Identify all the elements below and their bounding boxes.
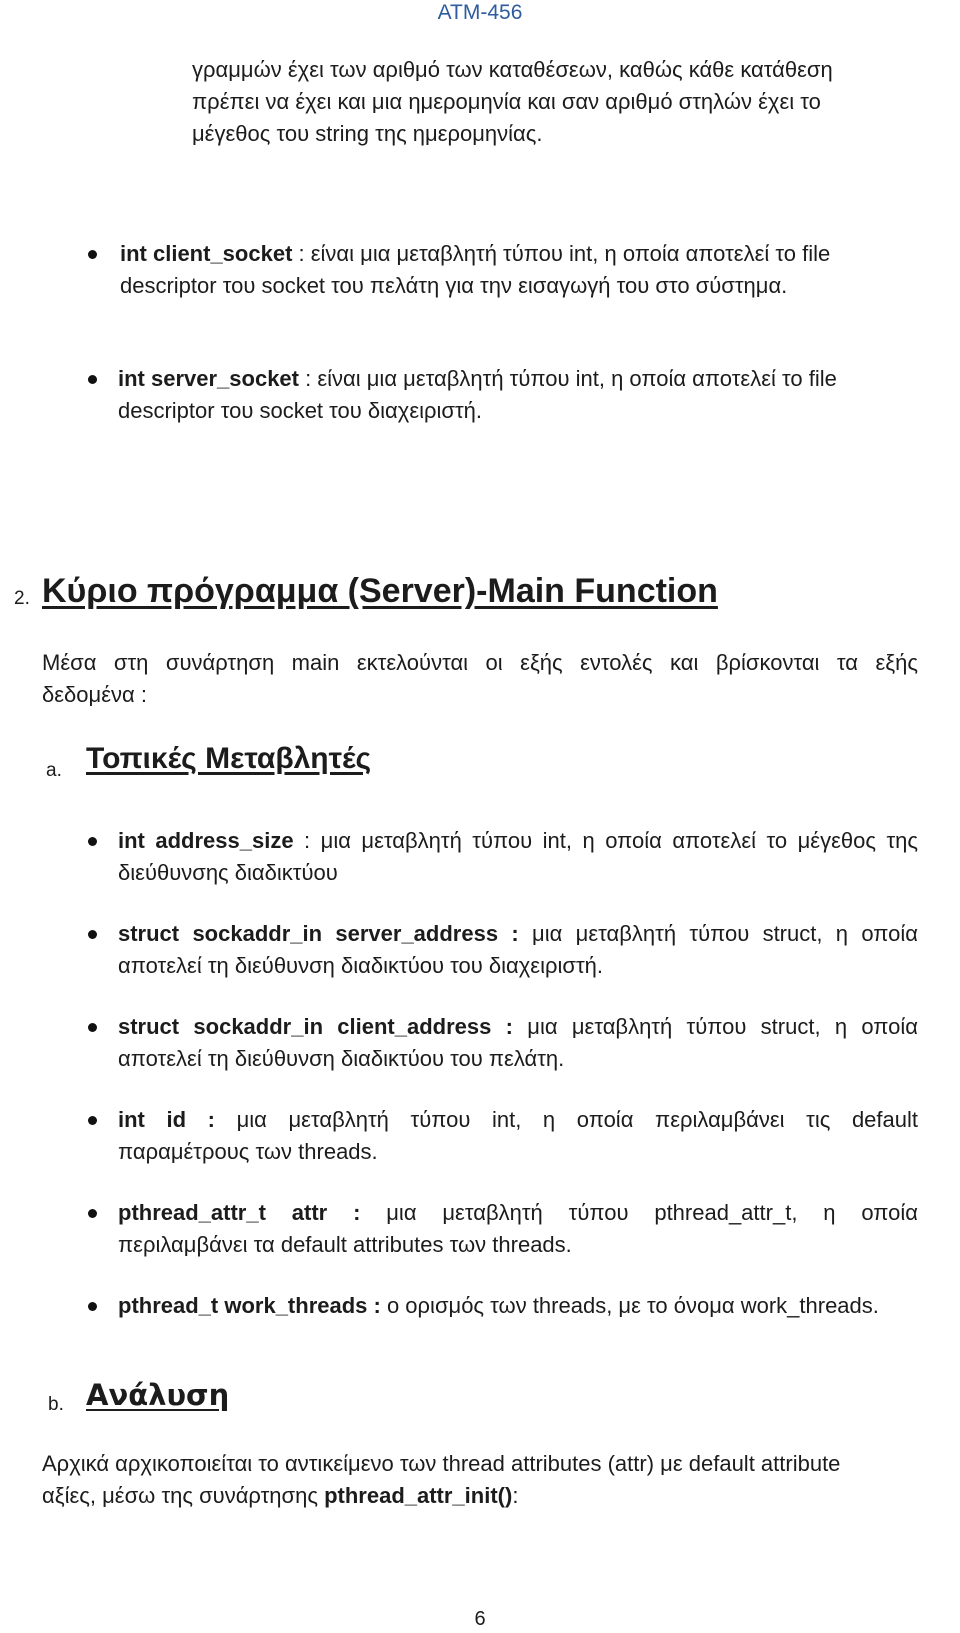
- bullet-dot: [88, 1209, 97, 1218]
- analysis-line: Αρχικά αρχικοποιείται το αντικείμενο των thread attributes (attr) με default attribute: [42, 1451, 841, 1476]
- term: int client_socket: [120, 241, 293, 266]
- subsection-letter: a.: [46, 760, 62, 781]
- bullet-client-address: [118, 1011, 918, 1075]
- definition: είναι μια μεταβλητή τύπου int, η οποία αποτελεί το file: [317, 366, 837, 391]
- bullet-address-size: [118, 825, 918, 889]
- intro-line: μέγεθος του string της ημερομηνίας.: [192, 121, 543, 146]
- definition-cont: περιλαμβάνει τα default attributes των threads.: [118, 1232, 572, 1257]
- bullet-dot: [88, 1023, 97, 1032]
- definition: μια μεταβλητή τύπου pthread_attr_t, η οποία: [360, 1200, 918, 1225]
- definition: ο ορισμός των threads, με το όνομα work_threads.: [380, 1293, 879, 1318]
- separator: :: [293, 828, 321, 853]
- analysis-colon: :: [512, 1483, 519, 1508]
- section-intro-line: δεδομένα :: [42, 682, 147, 707]
- analysis-line: [42, 1480, 918, 1512]
- definition-cont: αποτελεί τη διεύθυνση διαδικτύου του πελάτη.: [118, 1046, 565, 1071]
- separator: :: [292, 241, 311, 266]
- bullet-server-socket: [118, 363, 888, 427]
- section-intro: [42, 647, 918, 711]
- definition-cont: παραμέτρους των threads.: [118, 1139, 378, 1164]
- bullet-dot: [88, 1116, 97, 1125]
- definition: μια μεταβλητή τύπου struct, η οποία: [512, 1014, 918, 1039]
- bullet-work-threads: [118, 1290, 918, 1322]
- section-number: 2.: [14, 588, 30, 609]
- bullet-attr: [118, 1197, 918, 1261]
- separator: :: [299, 366, 318, 391]
- term: pthread_t work_threads :: [118, 1293, 381, 1318]
- term: struct sockaddr_in client_address :: [118, 1014, 513, 1039]
- definition: μια μεταβλητή τύπου struct, η οποία: [518, 921, 918, 946]
- subsection-title: Ανάλυση: [86, 1378, 230, 1412]
- section-title: Κύριο πρόγραμμα (Server)-Main Function: [42, 572, 718, 610]
- definition-cont: διεύθυνσης διαδικτύου: [118, 860, 338, 885]
- document-code-header: ATM-456: [437, 1, 523, 24]
- bullet-id: [118, 1104, 918, 1168]
- bullet-server-address: [118, 918, 918, 982]
- term: int address_size: [118, 828, 294, 853]
- definition-cont: αποτελεί τη διεύθυνση διαδικτύου του διαχειριστή.: [118, 953, 603, 978]
- intro-paragraph: [192, 54, 912, 150]
- definition-cont: descriptor του socket του διαχειριστή.: [118, 398, 483, 423]
- definition: είναι μια μεταβλητή τύπου int, η οποία αποτελεί το file: [310, 241, 831, 266]
- bullet-dot: [88, 1302, 97, 1311]
- analysis-text: αξίες, μέσω της συνάρτησης: [42, 1483, 325, 1508]
- bullet-dot: [88, 837, 97, 846]
- intro-line: πρέπει να έχει και μια ημερομηνία και σαν αριθμό στηλών έχει το: [192, 89, 821, 114]
- page-number: 6: [474, 1608, 486, 1630]
- intro-line: γραμμών έχει των αριθμό των καταθέσεων, καθώς κάθε κατάθεση: [192, 57, 833, 82]
- definition: μια μεταβλητή τύπου int, η οποία περιλαμβάνει τις default: [214, 1107, 918, 1132]
- bullet-dot: [88, 250, 97, 259]
- term: pthread_attr_t attr :: [118, 1200, 361, 1225]
- bullet-dot: [88, 930, 97, 939]
- definition: μια μεταβλητή τύπου int, η οποία αποτελεί το μέγεθος της: [320, 828, 918, 853]
- term: int id :: [118, 1107, 215, 1132]
- analysis-paragraph: [42, 1448, 918, 1512]
- term: int server_socket: [118, 366, 299, 391]
- term: struct sockaddr_in server_address :: [118, 921, 519, 946]
- definition-cont: descriptor του socket του πελάτη για την εισαγωγή του στο σύστημα.: [120, 273, 788, 298]
- bullet-dot: [88, 375, 97, 384]
- function-name: pthread_attr_init(): [324, 1483, 513, 1508]
- bullet-client-socket: [120, 238, 890, 302]
- subsection-title: Τοπικές Μεταβλητές: [86, 742, 372, 775]
- section-intro-line: Μέσα στη συνάρτηση main εκτελούνται οι εξής εντολές και βρίσκονται τα εξής: [42, 650, 918, 675]
- subsection-letter: b.: [48, 1394, 64, 1415]
